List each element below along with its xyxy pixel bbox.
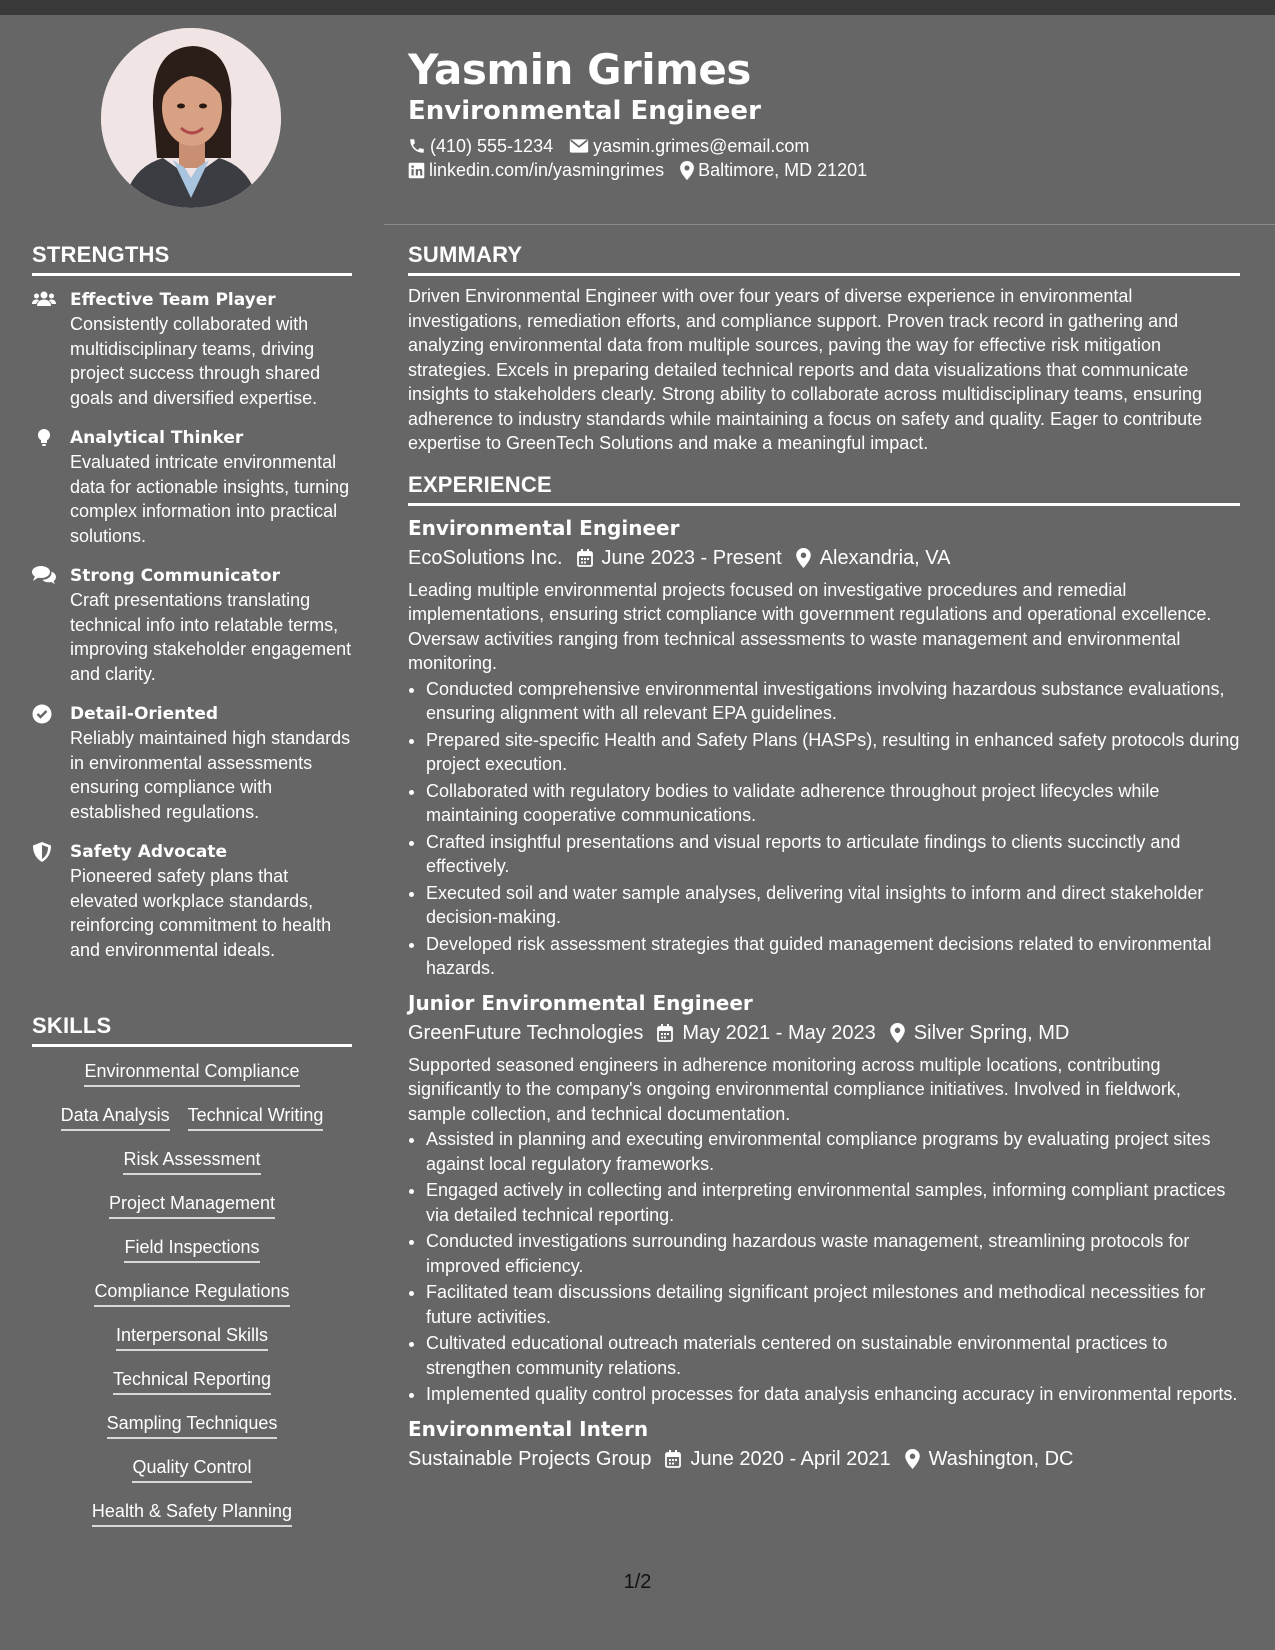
strength-title: Strong Communicator xyxy=(70,566,280,586)
email-link[interactable]: yasmin.grimes@email.com xyxy=(593,136,810,156)
strength-title: Effective Team Player xyxy=(70,290,276,310)
job-bullet: • Executed soil and water sample analyses, delivering vital insights to inform and direct stakeholder decision-making. xyxy=(426,881,1240,930)
skills-list xyxy=(32,1059,352,1527)
job-dates: June 2020 - April 2021 xyxy=(690,1447,891,1470)
strength-item xyxy=(32,702,352,824)
page-number: 1/2 xyxy=(623,1571,652,1593)
skill-tag: Environmental Compliance xyxy=(84,1059,299,1087)
top-bar xyxy=(0,0,1275,15)
main-column xyxy=(408,242,1240,1473)
contact-row-1 xyxy=(408,134,825,158)
phone-item xyxy=(408,134,553,158)
job-bullets xyxy=(408,1127,1240,1407)
job-company: GreenFuture Technologies xyxy=(408,1021,644,1044)
location-item xyxy=(680,158,867,182)
location-text: Baltimore, MD 21201 xyxy=(698,160,868,180)
skill-tag: Data Analysis xyxy=(61,1103,170,1131)
strength-desc: Pioneered safety plans that elevated workplace standards, reinforcing commitment to health and environmental ideals. xyxy=(70,866,332,960)
job-bullet: • Collaborated with regulatory bodies to validate adherence throughout project lifecycles while maintaining cooperative communications. xyxy=(426,779,1240,828)
job-bullet: • Assisted in planning and executing environmental compliance programs by evaluating project sites against local regulatory frameworks. xyxy=(426,1127,1240,1176)
job-location: Washington, DC xyxy=(928,1447,1074,1470)
linkedin-item xyxy=(408,158,664,182)
lightbulb-icon xyxy=(32,428,56,448)
skill-tag: Field Inspections xyxy=(124,1235,259,1263)
strengths-section xyxy=(32,242,352,962)
strength-desc: Craft presentations translating technical info into relatable terms, improving stakeholder engagement and clarity. xyxy=(70,590,352,684)
job-bullet: • Implemented quality control processes for data analysis enhancing accuracy in environmental reports. xyxy=(426,1382,1240,1407)
strength-desc: Reliably maintained high standards in environmental assessments ensuring compliance with established regulations. xyxy=(70,728,351,822)
header-divider xyxy=(384,224,1275,225)
linkedin-icon xyxy=(408,162,425,179)
job-company: EcoSolutions Inc. xyxy=(408,546,563,569)
skill-tag: Technical Writing xyxy=(188,1103,324,1131)
candidate-name: Yasmin Grimes xyxy=(408,45,751,94)
skill-tag: Health & Safety Planning xyxy=(92,1499,292,1527)
envelope-icon xyxy=(569,138,589,154)
calendar-icon xyxy=(577,549,593,567)
job-bullet: • Facilitated team discussions detailing significant project milestones and methodical necessities for future activities. xyxy=(426,1280,1240,1329)
linkedin-link[interactable]: linkedin.com/in/yasmingrimes xyxy=(429,160,665,180)
skills-section xyxy=(32,1013,352,1527)
map-pin-icon xyxy=(890,1023,905,1043)
phone-icon xyxy=(408,137,426,155)
skill-tag: Technical Reporting xyxy=(113,1367,271,1395)
phone-text[interactable]: (410) 555-1234 xyxy=(430,136,554,156)
job-bullets xyxy=(408,677,1240,981)
skill-tag: Risk Assessment xyxy=(123,1147,260,1175)
job-bullet: • Cultivated educational outreach materials centered on sustainable environmental practices to strengthen community relations. xyxy=(426,1331,1240,1380)
job-description: Leading multiple environmental projects focused on investigative procedures and remedial implementations, ensuring strict compliance with government regulations and operational excellence. Oversaw activities ranging from technical assessments to waste management and environmental monitoring. xyxy=(408,579,1212,673)
job-dates-item xyxy=(657,1019,875,1047)
summary-text: Driven Environmental Engineer with over four years of diverse experience in environmental investigations, remediation efforts, and compliance support. Proven track record in gathering and analyzing environmental data from multiple sources, paving the way for effective risk mitigation strategies. Excels in preparing detailed technical reports and data visualizations that communicate insights to stakeholders clearly. Strong ability to collaborate across multidisciplinary teams, ensuring adherence to industry standards while maintaining a focus on safety and quality. Eager to contribute expertise to GreenTech Solutions and make a meaningful impact. xyxy=(408,286,1203,453)
shield-icon xyxy=(32,842,52,862)
profile-photo xyxy=(101,28,281,208)
job-bullet: • Prepared site-specific Health and Safety Plans (HASPs), resulting in enhanced safety protocols during project execution. xyxy=(426,728,1240,777)
job-bullet: • Engaged actively in collecting and interpreting environmental samples, informing compliant practices via detailed technical reporting. xyxy=(426,1178,1240,1227)
job-title: Junior Environmental Engineer xyxy=(408,990,753,1015)
strength-item xyxy=(32,426,352,548)
job-location: Alexandria, VA xyxy=(819,546,951,569)
skills-heading: SKILLS xyxy=(32,1013,352,1047)
users-icon xyxy=(32,290,56,308)
contact-row-2 xyxy=(408,158,883,182)
strength-item xyxy=(32,840,352,962)
job-entry xyxy=(408,989,1240,1407)
job-title: Environmental Engineer xyxy=(408,515,680,540)
check-circle-icon xyxy=(32,704,52,724)
strength-title: Detail-Oriented xyxy=(70,704,219,724)
job-title: Environmental Intern xyxy=(408,1416,649,1441)
summary-heading: SUMMARY xyxy=(408,242,1240,276)
map-pin-icon xyxy=(796,548,811,568)
strength-title: Analytical Thinker xyxy=(70,428,244,448)
skill-tag: Compliance Regulations xyxy=(94,1279,289,1307)
job-location: Silver Spring, MD xyxy=(913,1021,1070,1044)
strength-title: Safety Advocate xyxy=(70,842,228,862)
skill-tag: Sampling Techniques xyxy=(107,1411,278,1439)
job-description: Supported seasoned engineers in adherence monitoring across multiple locations, contributing significantly to the company's ongoing environmental compliance initiatives. Involved in fieldwork, sample collection, and technical documentation. xyxy=(408,1054,1181,1124)
job-meta xyxy=(408,1445,1240,1473)
job-dates: May 2021 - May 2023 xyxy=(682,1021,876,1044)
job-location-item xyxy=(890,1019,1070,1047)
strength-desc: Evaluated intricate environmental data for actionable insights, turning complex information into practical solutions. xyxy=(70,452,350,546)
map-pin-icon xyxy=(680,161,694,180)
job-entry xyxy=(408,514,1240,981)
job-bullet: • Crafted insightful presentations and visual reports to articulate findings to clients succinctly and effectively. xyxy=(426,830,1240,879)
candidate-title: Environmental Engineer xyxy=(408,96,761,126)
job-bullet: • Conducted comprehensive environmental investigations involving hazardous substance evaluations, ensuring alignment with all relevant EPA guidelines. xyxy=(426,677,1240,726)
calendar-icon xyxy=(665,1450,681,1468)
job-dates-item xyxy=(665,1445,890,1473)
job-dates: June 2023 - Present xyxy=(601,546,782,569)
job-dates-item xyxy=(577,544,782,572)
job-meta xyxy=(408,544,1240,572)
email-item xyxy=(569,134,809,158)
job-location-item xyxy=(796,544,951,572)
skill-tag: Interpersonal Skills xyxy=(116,1323,268,1351)
job-meta xyxy=(408,1019,1240,1047)
skill-tag: Project Management xyxy=(109,1191,275,1219)
job-bullet: • Conducted investigations surrounding hazardous waste management, streamlining protocols for improved efficiency. xyxy=(426,1229,1240,1278)
job-bullet: • Developed risk assessment strategies that guided management decisions related to environmental hazards. xyxy=(426,932,1240,981)
strength-item xyxy=(32,288,352,410)
strength-item xyxy=(32,564,352,686)
comments-icon xyxy=(32,566,56,584)
strengths-heading: STRENGTHS xyxy=(32,242,352,276)
strength-desc: Consistently collaborated with multidisciplinary teams, driving project success through shared goals and diversified expertise. xyxy=(70,314,321,408)
job-location-item xyxy=(905,1445,1074,1473)
job-entry xyxy=(408,1415,1240,1473)
calendar-icon xyxy=(657,1024,673,1042)
job-company: Sustainable Projects Group xyxy=(408,1447,652,1470)
map-pin-icon xyxy=(905,1449,920,1469)
skill-tag: Quality Control xyxy=(132,1455,251,1483)
experience-heading: EXPERIENCE xyxy=(408,472,1240,506)
